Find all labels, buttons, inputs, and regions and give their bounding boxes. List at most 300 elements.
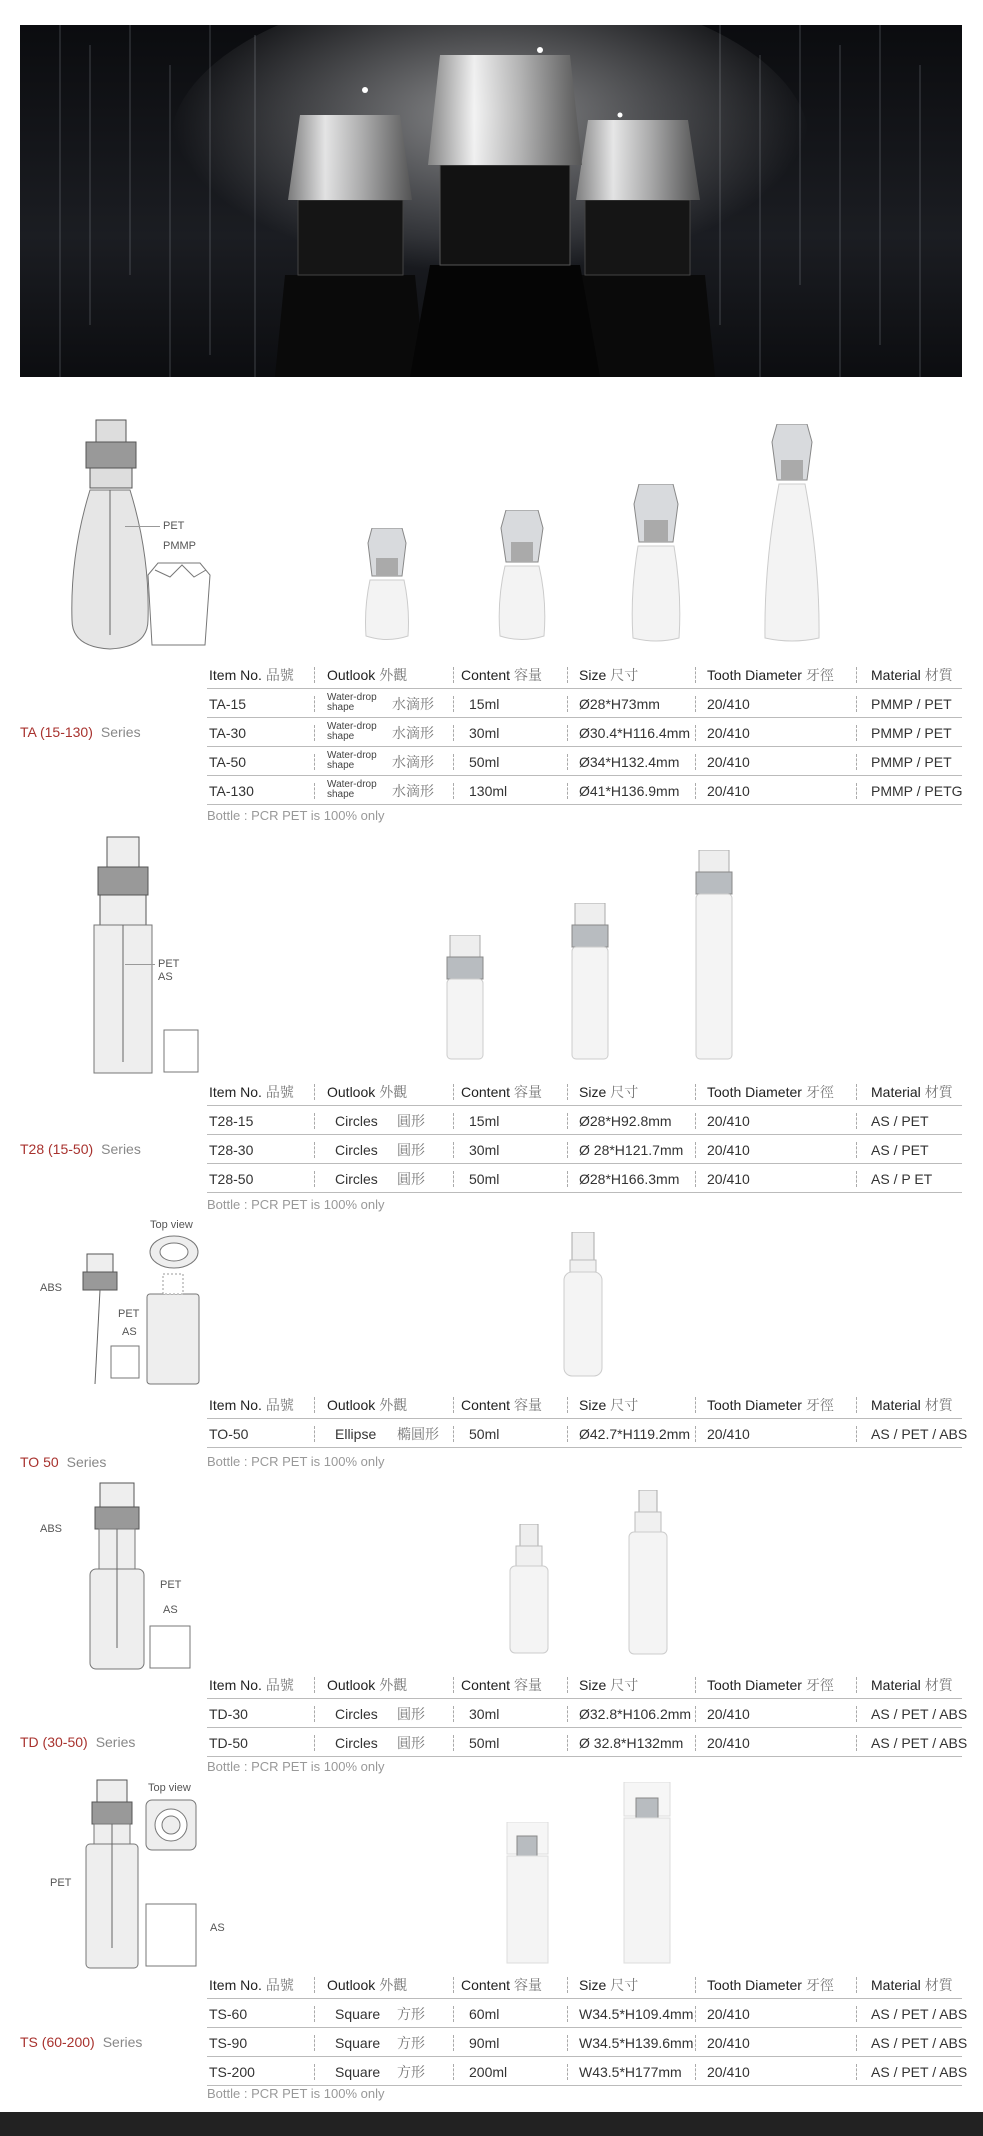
product-t28-15: [445, 935, 485, 1065]
column-separator: [856, 2035, 857, 2051]
header-outlook-zh: 外觀: [379, 1677, 408, 1693]
column-separator: [453, 1426, 454, 1442]
cell-size: W34.5*H109.4mm: [579, 2006, 694, 2022]
table-row: [207, 689, 962, 718]
label-pet-ts: PET: [50, 1877, 72, 1889]
cell-item: T28-15: [209, 1113, 254, 1129]
header-item-en: Item No.: [209, 1977, 262, 1993]
column-separator: [314, 1706, 315, 1722]
cell-item: TA-130: [209, 783, 254, 799]
header-outlook: [327, 660, 407, 688]
product-t28-30: [570, 903, 610, 1065]
label-pet-td: PET: [160, 1579, 182, 1591]
header-item: [209, 660, 294, 688]
column-separator: [695, 696, 696, 712]
cell-size: Ø34*H132.4mm: [579, 754, 680, 770]
column-separator: [856, 2064, 857, 2080]
header-item-en: Item No.: [209, 1084, 262, 1100]
cell-material: AS / PET / ABS: [871, 2064, 968, 2080]
label-as-td: AS: [163, 1604, 178, 1616]
column-separator: [567, 1113, 568, 1129]
cell-item: TO-50: [209, 1426, 249, 1442]
column-separator: [695, 2035, 696, 2051]
cell-size: Ø 28*H121.7mm: [579, 1142, 684, 1158]
cell-content: 90ml: [469, 2035, 500, 2051]
product-t28-50: [694, 850, 734, 1065]
cell-outlook-en: Square: [335, 2064, 381, 2080]
footer-bar: [0, 2112, 983, 2136]
column-separator: [856, 1706, 857, 1722]
label-pet-to: PET: [118, 1308, 140, 1320]
cell-outlook-zh: 方形: [397, 2064, 425, 2080]
column-separator: [856, 1426, 857, 1442]
cell-material: AS / PET / ABS: [871, 2035, 968, 2051]
product-ta-50: [630, 484, 682, 649]
column-separator: [314, 2064, 315, 2080]
cell-material: PMMP / PETG: [871, 783, 963, 799]
header-item-en: Item No.: [209, 667, 262, 683]
column-separator: [453, 1084, 454, 1100]
column-separator: [453, 2035, 454, 2051]
t28-technical-drawing: [80, 832, 200, 1082]
product-ta-15: [362, 528, 412, 648]
cell-material: AS / PET / ABS: [871, 1426, 968, 1442]
header-size: [579, 1970, 638, 1998]
column-separator: [856, 1113, 857, 1129]
header-item-en: Item No.: [209, 1397, 262, 1413]
cell-outlook-en: Circles: [335, 1171, 378, 1187]
header-size-en: Size: [579, 667, 607, 683]
header-tooth-en: Tooth Diameter: [707, 1977, 802, 1993]
cell-outlook-zh: 方形: [397, 2006, 425, 2022]
label-pet-t28: PET: [158, 958, 180, 970]
column-separator: [453, 1677, 454, 1693]
column-separator: [453, 1171, 454, 1187]
column-separator: [453, 2064, 454, 2080]
table-row: [207, 1135, 962, 1164]
header-material-zh: 材質: [924, 667, 953, 683]
header-content-en: Content: [461, 1397, 511, 1413]
column-separator: [567, 1677, 568, 1693]
column-separator: [695, 1735, 696, 1751]
to-note: Bottle : PCR PET is 100% only: [207, 1454, 385, 1469]
to-technical-drawing: [75, 1234, 205, 1394]
column-separator: [453, 1142, 454, 1158]
cell-outlook-zh: 圓形: [397, 1735, 425, 1751]
header-content: [461, 1390, 542, 1418]
cell-tooth: 20/410: [707, 696, 750, 712]
cell-material: AS / P ET: [871, 1171, 933, 1187]
column-separator: [856, 1171, 857, 1187]
column-separator: [453, 754, 454, 770]
header-content-zh: 容量: [514, 667, 543, 683]
header-content: [461, 1970, 542, 1998]
cell-outlook-en: Circles: [335, 1706, 378, 1722]
label-as-to: AS: [122, 1326, 137, 1338]
label-pmmp: PMMP: [163, 540, 196, 552]
header-tooth: [707, 1390, 834, 1418]
table-row: [207, 1164, 962, 1193]
header-item: [209, 1077, 294, 1105]
cell-size: Ø32.8*H106.2mm: [579, 1706, 692, 1722]
header-content-en: Content: [461, 1677, 511, 1693]
column-separator: [695, 783, 696, 799]
label-pet: PET: [163, 520, 185, 532]
td-technical-drawing: [85, 1478, 195, 1678]
header-material-en: Material: [871, 1397, 921, 1413]
cell-size: Ø28*H92.8mm: [579, 1113, 672, 1129]
cell-tooth: 20/410: [707, 1735, 750, 1751]
header-size-zh: 尺寸: [610, 1397, 639, 1413]
cell-size: Ø41*H136.9mm: [579, 783, 680, 799]
header-material: [871, 1970, 953, 1998]
header-item-zh: 品號: [265, 1397, 294, 1413]
cell-item: T28-50: [209, 1171, 254, 1187]
cell-outlook-en: Circles: [335, 1735, 378, 1751]
table-row: [207, 1699, 968, 1728]
table-row: [207, 776, 962, 805]
cell-outlook-zh: 圓形: [397, 1706, 425, 1722]
header-content: [461, 1077, 542, 1105]
header-size-en: Size: [579, 1977, 607, 1993]
product-td-50: [627, 1490, 669, 1660]
column-separator: [453, 667, 454, 683]
header-item: [209, 1390, 294, 1418]
header-item-zh: 品號: [265, 1977, 294, 1993]
column-separator: [856, 754, 857, 770]
cell-outlook-zh: 圓形: [397, 1142, 425, 1158]
column-separator: [567, 1397, 568, 1413]
column-separator: [314, 1426, 315, 1442]
product-to-50: [562, 1232, 604, 1382]
cell-content: 50ml: [469, 1735, 500, 1751]
cell-tooth: 20/410: [707, 754, 750, 770]
column-separator: [856, 1397, 857, 1413]
column-separator: [695, 2006, 696, 2022]
header-material-en: Material: [871, 667, 921, 683]
column-separator: [314, 1142, 315, 1158]
cell-tooth: 20/410: [707, 1142, 750, 1158]
header-content-en: Content: [461, 1084, 511, 1100]
table-row: [207, 1999, 968, 2028]
cell-outlook-en: Square: [335, 2035, 381, 2051]
column-separator: [314, 2006, 315, 2022]
product-ta-130: [762, 424, 822, 649]
ts-technical-drawing: [82, 1778, 207, 1975]
column-separator: [453, 1977, 454, 1993]
cell-outlook-en: Water-drop shape: [327, 721, 377, 742]
header-material: [871, 1390, 953, 1418]
table-row: [207, 1106, 962, 1135]
header-material-zh: 材質: [924, 1677, 953, 1693]
header-outlook: [327, 1077, 407, 1105]
header-tooth-zh: 牙徑: [805, 1977, 834, 1993]
hero-bottles-illustration: [20, 25, 962, 377]
header-outlook-zh: 外觀: [379, 1397, 408, 1413]
table-row: [207, 1419, 968, 1448]
header-size-en: Size: [579, 1677, 607, 1693]
header-tooth: [707, 1670, 834, 1698]
cell-material: AS / PET: [871, 1113, 929, 1129]
cell-content: 60ml: [469, 2006, 500, 2022]
column-separator: [695, 1706, 696, 1722]
header-tooth-zh: 牙徑: [805, 667, 834, 683]
header-material-zh: 材質: [924, 1397, 953, 1413]
column-separator: [856, 1677, 857, 1693]
header-outlook-zh: 外觀: [379, 667, 408, 683]
column-separator: [695, 667, 696, 683]
header-item-zh: 品號: [265, 1677, 294, 1693]
column-separator: [695, 1677, 696, 1693]
column-separator: [567, 725, 568, 741]
cell-content: 30ml: [469, 725, 500, 741]
column-separator: [695, 1977, 696, 1993]
header-tooth: [707, 660, 834, 688]
header-item: [209, 1970, 294, 1998]
column-separator: [567, 667, 568, 683]
cell-material: PMMP / PET: [871, 754, 952, 770]
column-separator: [695, 725, 696, 741]
cell-item: TS-60: [209, 2006, 248, 2022]
column-separator: [314, 1171, 315, 1187]
cell-item: TA-15: [209, 696, 247, 712]
cell-size: Ø28*H166.3mm: [579, 1171, 680, 1187]
header-content: [461, 1670, 542, 1698]
header-size: [579, 1390, 638, 1418]
product-ts-60: [505, 1822, 550, 1969]
header-size-en: Size: [579, 1084, 607, 1100]
header-size-zh: 尺寸: [610, 667, 639, 683]
column-separator: [567, 1142, 568, 1158]
column-separator: [453, 725, 454, 741]
ta-series-title: TA (15-130) Series: [20, 724, 141, 740]
column-separator: [695, 1113, 696, 1129]
column-separator: [453, 1706, 454, 1722]
header-outlook-en: Outlook: [327, 1397, 376, 1413]
header-outlook: [327, 1970, 407, 1998]
column-separator: [453, 783, 454, 799]
cell-size: Ø30.4*H116.4mm: [579, 725, 691, 741]
column-separator: [695, 1171, 696, 1187]
table-header: [207, 1670, 962, 1699]
label-as-ts: AS: [210, 1922, 225, 1934]
cell-tooth: 20/410: [707, 2064, 750, 2080]
column-separator: [567, 2064, 568, 2080]
header-material-en: Material: [871, 1084, 921, 1100]
header-content-en: Content: [461, 1977, 511, 1993]
cell-tooth: 20/410: [707, 1706, 750, 1722]
header-material: [871, 660, 953, 688]
header-size-zh: 尺寸: [610, 1677, 639, 1693]
table-row: [207, 747, 962, 776]
column-separator: [453, 1113, 454, 1129]
column-separator: [695, 2064, 696, 2080]
column-separator: [695, 1084, 696, 1100]
cell-tooth: 20/410: [707, 1113, 750, 1129]
column-separator: [314, 667, 315, 683]
td-note: Bottle : PCR PET is 100% only: [207, 1759, 385, 1774]
product-ts-90: [622, 1782, 672, 1969]
column-separator: [695, 1142, 696, 1158]
cell-content: 15ml: [469, 1113, 500, 1129]
header-item-zh: 品號: [265, 1084, 294, 1100]
column-separator: [695, 1397, 696, 1413]
cell-material: PMMP / PET: [871, 725, 952, 741]
cell-material: AS / PET / ABS: [871, 2006, 968, 2022]
column-separator: [856, 1142, 857, 1158]
ts-note: Bottle : PCR PET is 100% only: [207, 2086, 385, 2101]
cell-tooth: 20/410: [707, 725, 750, 741]
cell-tooth: 20/410: [707, 2035, 750, 2051]
header-material-zh: 材質: [924, 1977, 953, 1993]
cell-outlook-zh: 水滴形: [392, 725, 434, 741]
header-tooth-en: Tooth Diameter: [707, 1397, 802, 1413]
header-item-en: Item No.: [209, 1677, 262, 1693]
product-td-30: [508, 1524, 550, 1659]
cell-outlook-zh: 方形: [397, 2035, 425, 2051]
cell-content: 50ml: [469, 1171, 500, 1187]
header-tooth: [707, 1077, 834, 1105]
column-separator: [567, 1706, 568, 1722]
table-row: [207, 2028, 968, 2057]
cell-item: TS-90: [209, 2035, 248, 2051]
column-separator: [695, 754, 696, 770]
cell-content: 130ml: [469, 783, 508, 799]
t28-series-title: T28 (15-50) Series: [20, 1141, 141, 1157]
header-tooth-zh: 牙徑: [805, 1397, 834, 1413]
column-separator: [856, 783, 857, 799]
table-row: [207, 1728, 968, 1757]
header-outlook-zh: 外觀: [379, 1084, 408, 1100]
cell-content: 50ml: [469, 1426, 500, 1442]
cell-item: TS-200: [209, 2064, 255, 2080]
header-content: [461, 660, 542, 688]
header-outlook-zh: 外觀: [379, 1977, 408, 1993]
header-size: [579, 1077, 638, 1105]
column-separator: [314, 1977, 315, 1993]
header-item-zh: 品號: [265, 667, 294, 683]
header-item: [209, 1670, 294, 1698]
table-row: [207, 2057, 968, 2086]
column-separator: [856, 725, 857, 741]
header-tooth-zh: 牙徑: [805, 1084, 834, 1100]
cell-outlook-zh: 水滴形: [392, 783, 434, 799]
column-separator: [314, 696, 315, 712]
cell-outlook-en: Ellipse: [335, 1426, 377, 1442]
column-separator: [856, 667, 857, 683]
cell-material: PMMP / PET: [871, 696, 952, 712]
column-separator: [314, 783, 315, 799]
column-separator: [314, 1735, 315, 1751]
column-separator: [567, 1171, 568, 1187]
cell-size: W43.5*H177mm: [579, 2064, 682, 2080]
header-outlook-en: Outlook: [327, 667, 376, 683]
cell-outlook-en: Circles: [335, 1113, 378, 1129]
ta-note: Bottle : PCR PET is 100% only: [207, 808, 385, 823]
cell-item: TA-30: [209, 725, 247, 741]
header-tooth-en: Tooth Diameter: [707, 1677, 802, 1693]
column-separator: [856, 1084, 857, 1100]
cell-tooth: 20/410: [707, 2006, 750, 2022]
table-header: [207, 1970, 962, 1999]
table-header: [207, 1390, 962, 1419]
column-separator: [567, 754, 568, 770]
label-top-view-ts: Top view: [148, 1782, 191, 1794]
ts-series-title: TS (60-200) Series: [20, 2034, 143, 2050]
table-header: [207, 660, 962, 689]
cell-tooth: 20/410: [707, 1171, 750, 1187]
column-separator: [856, 1977, 857, 1993]
column-separator: [856, 1735, 857, 1751]
header-outlook-en: Outlook: [327, 1677, 376, 1693]
header-tooth-zh: 牙徑: [805, 1677, 834, 1693]
cell-content: 15ml: [469, 696, 500, 712]
column-separator: [453, 1397, 454, 1413]
cell-outlook-zh: 水滴形: [392, 754, 434, 770]
cell-outlook-en: Square: [335, 2006, 381, 2022]
product-ta-30: [497, 510, 547, 648]
header-content-zh: 容量: [514, 1397, 543, 1413]
header-tooth-en: Tooth Diameter: [707, 1084, 802, 1100]
header-size: [579, 660, 638, 688]
cell-material: AS / PET / ABS: [871, 1735, 968, 1751]
to-series-title: TO 50 Series: [20, 1454, 107, 1470]
label-as-t28: AS: [158, 971, 173, 983]
header-tooth: [707, 1970, 834, 1998]
column-separator: [856, 2006, 857, 2022]
label-abs-to: ABS: [40, 1282, 63, 1294]
label-top-view-to: Top view: [150, 1219, 193, 1231]
cell-content: 50ml: [469, 754, 500, 770]
column-separator: [314, 2035, 315, 2051]
header-content-zh: 容量: [514, 1677, 543, 1693]
header-content-en: Content: [461, 667, 511, 683]
hero-banner-image: [20, 25, 962, 377]
column-separator: [453, 1735, 454, 1751]
cell-material: AS / PET: [871, 1142, 929, 1158]
header-material-en: Material: [871, 1677, 921, 1693]
column-separator: [314, 725, 315, 741]
header-material: [871, 1670, 953, 1698]
column-separator: [453, 696, 454, 712]
header-content-zh: 容量: [514, 1084, 543, 1100]
column-separator: [567, 696, 568, 712]
header-outlook-en: Outlook: [327, 1977, 376, 1993]
cell-item: TD-30: [209, 1706, 248, 1722]
cell-size: Ø28*H73mm: [579, 696, 660, 712]
ta-technical-drawing: [60, 415, 220, 660]
header-material-en: Material: [871, 1977, 921, 1993]
cell-item: TA-50: [209, 754, 247, 770]
column-separator: [314, 1084, 315, 1100]
header-material-zh: 材質: [924, 1084, 953, 1100]
cell-tooth: 20/410: [707, 1426, 750, 1442]
cell-outlook-en: Water-drop shape: [327, 692, 377, 713]
column-separator: [567, 1426, 568, 1442]
header-size-zh: 尺寸: [610, 1977, 639, 1993]
header-material: [871, 1077, 953, 1105]
table-row: [207, 718, 962, 747]
cell-outlook-zh: 水滴形: [392, 696, 434, 712]
cell-size: Ø 32.8*H132mm: [579, 1735, 684, 1751]
cell-item: T28-30: [209, 1142, 254, 1158]
cell-outlook-zh: 圓形: [397, 1171, 425, 1187]
table-header: [207, 1077, 962, 1106]
header-outlook: [327, 1390, 407, 1418]
cell-material: AS / PET / ABS: [871, 1706, 968, 1722]
header-tooth-en: Tooth Diameter: [707, 667, 802, 683]
column-separator: [567, 2006, 568, 2022]
